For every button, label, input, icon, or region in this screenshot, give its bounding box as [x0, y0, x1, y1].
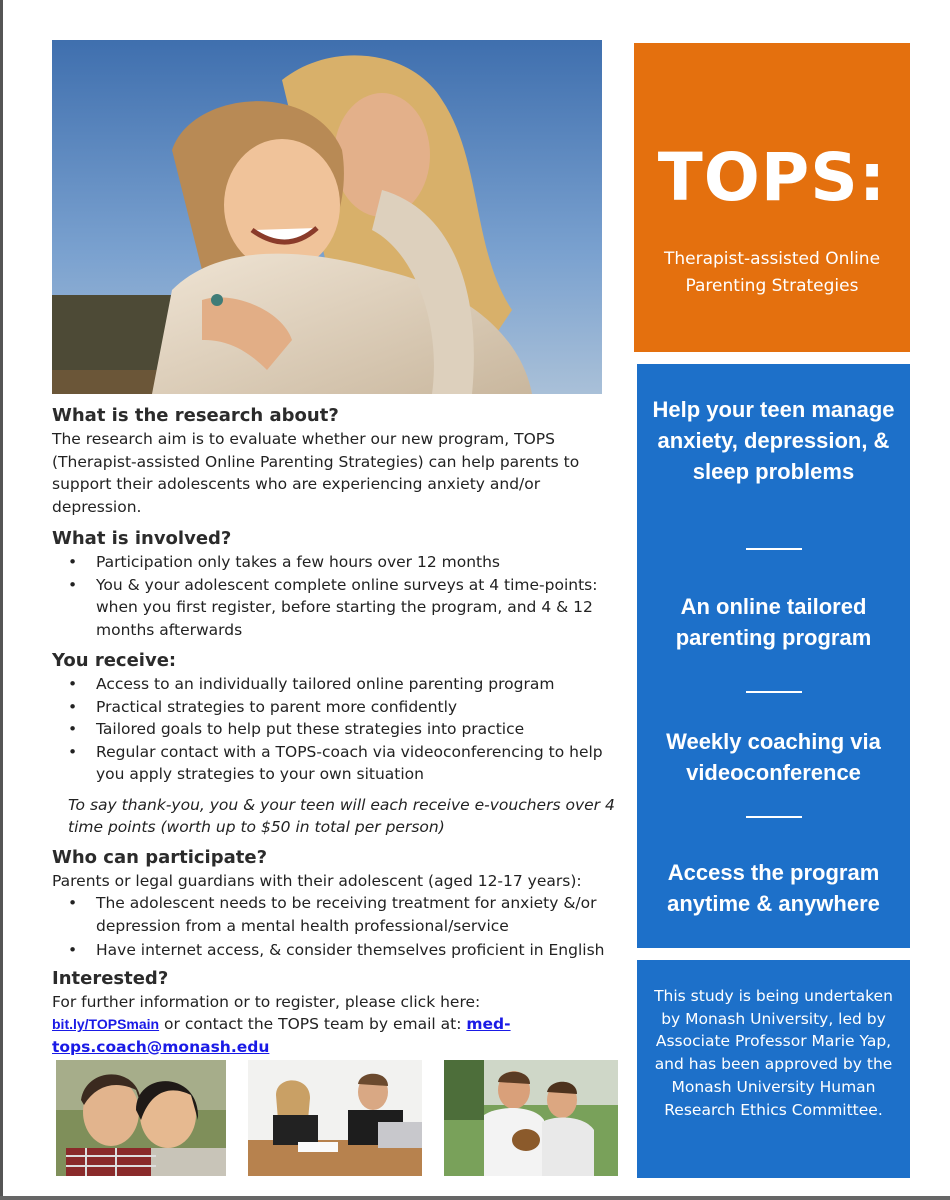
- title-panel: [634, 43, 910, 352]
- ethics-statement: This study is being undertaken by Monash University, led by Associate Professor Marie Yap, and has been approved by the Monash University Human Research Ethics Committee.: [654, 987, 893, 1119]
- list-item: • Have internet access, & consider themselves proficient in English: [52, 939, 632, 962]
- list-item: • Regular contact with a TOPS-coach via videoconferencing to help you apply strategies to your own situation: [52, 741, 632, 786]
- divider: [746, 548, 802, 550]
- list-item: • Practical strategies to parent more confidently: [52, 696, 632, 719]
- contact-line: [52, 1013, 632, 1058]
- study-photo: [248, 1060, 422, 1176]
- receive-heading: You receive:: [52, 650, 177, 671]
- list-item: • Access to an individually tailored online parenting program: [52, 673, 632, 696]
- program-title: TOPS:: [657, 139, 887, 216]
- thank-you-note: To say thank-you, you & your teen will each receive e-vouchers over 4 time points (worth up to $50 in total per person): [68, 795, 615, 836]
- highlight-teen-help: Help your teen manage anxiety, depression, & sleep problems: [652, 397, 895, 484]
- register-link[interactable]: bit.ly/TOPSmain: [52, 1016, 160, 1032]
- page-bottom-border: [0, 1196, 950, 1200]
- list-item: • The adolescent needs to be receiving treatment for anxiety &/or depression from a mental health professional/service: [52, 892, 632, 937]
- highlight-online-program: An online tailored parenting program: [675, 594, 872, 650]
- hero-photo: [52, 40, 602, 394]
- baseball-photo: [444, 1060, 618, 1176]
- ethics-panel: [637, 960, 910, 1178]
- parent-teen-photo: [56, 1060, 226, 1176]
- contact-text: or contact the TOPS team by email at:: [159, 1015, 467, 1033]
- highlight-weekly-coaching: Weekly coaching via videoconference: [666, 729, 881, 785]
- participate-heading: Who can participate?: [52, 846, 268, 868]
- highlights-panel: [637, 364, 910, 948]
- involved-list: [52, 551, 632, 641]
- interested-line: For further information or to register, please click here:: [52, 992, 481, 1011]
- page-left-border: [0, 0, 3, 1200]
- program-subtitle: Therapist-assisted Online Parenting Strategies: [663, 249, 881, 296]
- research-body: The research aim is to evaluate whether our new program, TOPS (Therapist-assisted Online Parenting Strategies) can help parents to support their adolescents who are experiencing anxiety and/or depression.: [52, 430, 580, 516]
- involved-heading: What is involved?: [52, 528, 232, 549]
- participate-list: [52, 892, 632, 962]
- list-item: • You & your adolescent complete online surveys at 4 time-points: when you first register, before starting the program, and 4 & 12 months afterwards: [52, 574, 632, 642]
- email-link[interactable]: med-tops.coach@monash.edu: [52, 1015, 511, 1056]
- main-content: [52, 404, 632, 1058]
- research-heading: What is the research about?: [52, 405, 339, 426]
- list-item: • Participation only takes a few hours over 12 months: [52, 551, 632, 574]
- interested-heading: Interested?: [52, 967, 169, 989]
- participate-intro: Parents or legal guardians with their adolescent (aged 12-17 years):: [52, 871, 582, 890]
- divider: [746, 816, 802, 818]
- divider: [746, 691, 802, 693]
- receive-list: [52, 673, 632, 786]
- highlight-access-anytime: Access the program anytime & anywhere: [667, 860, 880, 916]
- list-item: • Tailored goals to help put these strategies into practice: [52, 718, 632, 741]
